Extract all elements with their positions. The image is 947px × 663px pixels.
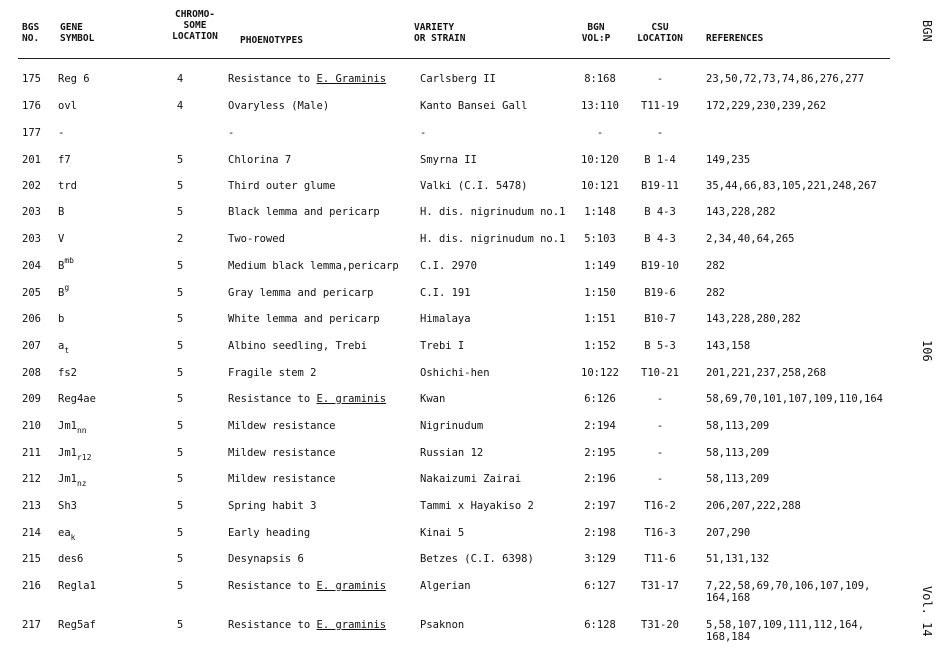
bgn-volume-page: 1:150 — [584, 287, 616, 299]
phenotype-text: Chlorina 7 — [228, 154, 292, 166]
references — [706, 580, 870, 604]
phenotype — [228, 367, 317, 379]
phenotype — [228, 340, 367, 352]
bgn-volume-page: 8:168 — [584, 73, 616, 85]
variety-strain: Smyrna II — [420, 154, 477, 166]
gene-symbol-base: B — [58, 206, 65, 218]
references — [706, 287, 725, 299]
references — [706, 154, 750, 166]
gene-symbol — [58, 393, 96, 405]
header-references: REFERENCES — [706, 33, 764, 44]
variety-strain: Kanto Bansei Gall — [420, 100, 528, 112]
variety-strain: Psaknon — [420, 619, 465, 631]
gene-symbol — [58, 256, 74, 273]
gene-symbol-base: fs2 — [58, 367, 77, 379]
references-line-1: 7,22,58,69,70,106,107,109, — [706, 580, 871, 592]
bgs-number: 217 — [22, 619, 41, 631]
header-bgs-no: BGS NO. — [22, 22, 40, 44]
bgn-volume-page: 6:127 — [584, 580, 616, 592]
bgs-number: 212 — [22, 473, 41, 485]
gene-symbol — [58, 154, 71, 166]
gene-symbol — [58, 500, 77, 512]
variety-strain: Valki (C.I. 5478) — [420, 180, 528, 192]
csu-location: B 1-4 — [644, 154, 676, 166]
phenotype — [228, 619, 386, 631]
chromosome-location: 5 — [176, 154, 184, 166]
bgs-number: 203 — [22, 233, 41, 245]
csu-location: - — [656, 393, 664, 405]
csu-location: T16-2 — [644, 500, 676, 512]
variety-strain: H. dis. nigrinudum no.1 — [420, 233, 566, 245]
header-rule — [18, 58, 890, 59]
bgn-volume-page: 10:121 — [581, 180, 619, 192]
phenotype-species: E. graminis — [316, 580, 387, 592]
phenotype — [228, 260, 399, 272]
phenotype-text: Resistance to — [228, 619, 317, 631]
gene-symbol-superscript: mb — [64, 256, 74, 265]
bgs-number: 211 — [22, 447, 41, 459]
phenotype-text: Desynapsis 6 — [228, 553, 304, 565]
chromosome-location: 4 — [176, 73, 184, 85]
gene-symbol-subscript: nz — [76, 479, 87, 488]
bgs-number: 208 — [22, 367, 41, 379]
phenotype-text: Ovaryless (Male) — [228, 100, 330, 112]
bgn-volume-page: 2:197 — [584, 500, 616, 512]
bgs-number: 175 — [22, 73, 41, 85]
bgn-volume-page: 2:198 — [584, 527, 616, 539]
csu-location: - — [656, 420, 664, 432]
gene-symbol — [58, 553, 83, 565]
header-variety: VARIETY OR STRAIN — [414, 22, 466, 44]
gene-symbol-subscript: r12 — [76, 453, 92, 462]
chromosome-location: 5 — [176, 206, 184, 218]
phenotype — [228, 527, 310, 539]
chromosome-location: 5 — [176, 367, 184, 379]
csu-location: B19-11 — [641, 180, 679, 192]
phenotype-text: Medium black lemma,pericarp — [228, 260, 399, 272]
chromosome-location: 5 — [176, 313, 184, 325]
bgn-volume-page: 1:151 — [584, 313, 616, 325]
chromosome-location: 5 — [176, 553, 184, 565]
references — [706, 340, 750, 352]
references — [706, 206, 776, 218]
gene-symbol-base: V — [58, 233, 65, 245]
references-line-1: 23,50,72,73,74,86,276,277 — [706, 73, 865, 85]
variety-strain: Himalaya — [420, 313, 471, 325]
bgs-number: 176 — [22, 100, 41, 112]
phenotype-text: Resistance to — [228, 580, 317, 592]
gene-symbol — [58, 233, 64, 245]
references — [706, 73, 864, 85]
phenotype-text: Mildew resistance — [228, 447, 336, 459]
references-line-1: 149,235 — [706, 154, 751, 166]
bgn-volume-page: 3:129 — [584, 553, 616, 565]
phenotype-species: E. Graminis — [316, 73, 387, 85]
gene-symbol-base: Jm1 — [58, 447, 77, 459]
gene-symbol-base: Regla1 — [58, 580, 96, 592]
chromosome-location: 5 — [176, 619, 184, 631]
bgn-volume-page: 6:126 — [584, 393, 616, 405]
gene-symbol-subscript: k — [70, 533, 76, 542]
phenotype-text: Early heading — [228, 527, 311, 539]
header-bgn-volp: BGN VOL:P — [581, 22, 611, 44]
references — [706, 420, 769, 432]
gene-symbol-base: - — [58, 127, 65, 139]
variety-strain: H. dis. nigrinudum no.1 — [420, 206, 566, 218]
bgn-volume-page: 1:148 — [584, 206, 616, 218]
chromosome-location: 5 — [176, 500, 184, 512]
bgn-volume-page: 10:122 — [581, 367, 619, 379]
bgn-volume-page: 1:152 — [584, 340, 616, 352]
gene-symbol-base: trd — [58, 180, 77, 192]
phenotype-text: Resistance to — [228, 73, 317, 85]
gene-symbol — [58, 283, 70, 300]
csu-location: T11-19 — [641, 100, 679, 112]
references-line-1: 143,228,282 — [706, 206, 776, 218]
bgs-number: 216 — [22, 580, 41, 592]
variety-strain: Kwan — [420, 393, 446, 405]
phenotype — [228, 313, 380, 325]
phenotype-text: Spring habit 3 — [228, 500, 317, 512]
references-line-1: 58,113,209 — [706, 420, 770, 432]
gene-symbol-base: ovl — [58, 100, 77, 112]
gene-symbol-base: ea — [58, 527, 71, 539]
references-line-1: 143,158 — [706, 340, 751, 352]
phenotype-text: Mildew resistance — [228, 420, 336, 432]
phenotype — [228, 500, 317, 512]
header-csu-location: CSU LOCATION — [637, 22, 683, 44]
bgs-number: 203 — [22, 206, 41, 218]
gene-symbol — [58, 619, 96, 631]
gene-symbol-subscript: nn — [76, 426, 87, 435]
references — [706, 473, 769, 485]
phenotype — [228, 154, 291, 166]
phenotype-text: Gray lemma and pericarp — [228, 287, 374, 299]
references-line-1: 143,228,280,282 — [706, 313, 801, 325]
references — [706, 233, 795, 245]
variety-strain: C.I. 2970 — [420, 260, 477, 272]
csu-location: B 5-3 — [644, 340, 676, 352]
references-line-1: 5,58,107,109,111,112,164, — [706, 619, 865, 631]
phenotype-text: Resistance to — [228, 393, 317, 405]
gene-symbol — [58, 127, 64, 139]
phenotype — [228, 233, 285, 245]
gene-symbol-base: B — [58, 287, 65, 299]
variety-strain: Oshichi-hen — [420, 367, 490, 379]
references-line-1: 282 — [706, 260, 725, 272]
gene-symbol — [58, 100, 77, 112]
bgs-number: 210 — [22, 420, 41, 432]
phenotype — [228, 287, 373, 299]
variety-strain: Algerian — [420, 580, 471, 592]
gene-symbol-base: Jm1 — [58, 420, 77, 432]
header-chromosome-location: CHROMO- SOME LOCATION — [172, 9, 218, 42]
references — [706, 447, 769, 459]
phenotype — [228, 127, 234, 139]
gene-symbol — [58, 206, 64, 218]
csu-location: - — [656, 447, 664, 459]
side-journal-label: BGN — [920, 20, 934, 42]
gene-symbol-base: Sh3 — [58, 500, 77, 512]
gene-symbol-base: des6 — [58, 553, 84, 565]
chromosome-location: 2 — [176, 233, 184, 245]
gene-symbol — [58, 340, 69, 353]
csu-location: B 4-3 — [644, 206, 676, 218]
gene-symbol-superscript: g — [64, 283, 70, 292]
bgn-volume-page: 2:196 — [584, 473, 616, 485]
variety-strain: Russian 12 — [420, 447, 484, 459]
csu-location: T10-21 — [641, 367, 679, 379]
chromosome-location: 5 — [176, 180, 184, 192]
references — [706, 180, 877, 192]
variety-strain: Carlsberg II — [420, 73, 496, 85]
side-page-number: 106 — [920, 340, 934, 362]
phenotype — [228, 393, 386, 405]
csu-location: - — [656, 73, 664, 85]
chromosome-location: 5 — [176, 260, 184, 272]
phenotype-text: Two-rowed — [228, 233, 285, 245]
gene-symbol-subscript: t — [64, 346, 70, 355]
references-line-1: 58,113,209 — [706, 473, 770, 485]
bgn-volume-page: 6:128 — [584, 619, 616, 631]
references — [706, 313, 801, 325]
variety-strain: Nakaizumi Zairai — [420, 473, 522, 485]
phenotype-text: White lemma and pericarp — [228, 313, 380, 325]
references-line-1: 58,69,70,101,107,109,110,164 — [706, 393, 884, 405]
chromosome-location: 5 — [176, 447, 184, 459]
references-line-1: 58,113,209 — [706, 447, 770, 459]
chromosome-location: 5 — [176, 393, 184, 405]
bgs-number: 205 — [22, 287, 41, 299]
phenotype-text: Third outer glume — [228, 180, 336, 192]
gene-symbol-base: b — [58, 313, 65, 325]
header-phenotypes: PHOENOTYPES — [240, 35, 303, 46]
phenotype-text: Mildew resistance — [228, 473, 336, 485]
csu-location: - — [656, 127, 664, 139]
gene-symbol-base: Reg4ae — [58, 393, 96, 405]
csu-location: B 4-3 — [644, 233, 676, 245]
references — [706, 527, 750, 539]
references — [706, 260, 725, 272]
gene-symbol — [58, 313, 64, 325]
chromosome-location: 4 — [176, 100, 184, 112]
csu-location: B19-10 — [641, 260, 679, 272]
gene-symbol-base: B — [58, 260, 65, 272]
variety-strain: Nigrinudum — [420, 420, 484, 432]
bgs-number: 214 — [22, 527, 41, 539]
phenotype-text: Fragile stem 2 — [228, 367, 317, 379]
bgs-number: 206 — [22, 313, 41, 325]
bgs-number: 207 — [22, 340, 41, 352]
phenotype-species: E. graminis — [316, 393, 387, 405]
variety-strain: Betzes (C.I. 6398) — [420, 553, 534, 565]
references-line-1: 207,290 — [706, 527, 751, 539]
phenotype — [228, 73, 386, 85]
chromosome-location: 5 — [176, 580, 184, 592]
chromosome-location: 5 — [176, 473, 184, 485]
phenotype — [228, 206, 380, 218]
bgs-number: 202 — [22, 180, 41, 192]
side-volume-label: Vol. 14 — [920, 586, 934, 637]
gene-symbol — [58, 447, 91, 460]
csu-location: B19-6 — [644, 287, 676, 299]
variety-strain: Kinai 5 — [420, 527, 465, 539]
references-line-1: 2,34,40,64,265 — [706, 233, 795, 245]
references-line-1: 51,131,132 — [706, 553, 770, 565]
csu-location: T16-3 — [644, 527, 676, 539]
references-line-1: 282 — [706, 287, 725, 299]
phenotype — [228, 473, 335, 485]
phenotype — [228, 180, 335, 192]
gene-symbol — [58, 527, 75, 540]
references-line-2: 168,184 — [706, 631, 751, 643]
gene-symbol-base: f7 — [58, 154, 71, 166]
header-gene-symbol: GENE SYMBOL — [60, 22, 95, 44]
bgs-number: 204 — [22, 260, 41, 272]
references — [706, 393, 883, 405]
csu-location: T31-17 — [641, 580, 679, 592]
gene-symbol-base: Jm1 — [58, 473, 77, 485]
csu-location: T31-20 — [641, 619, 679, 631]
gene-symbol — [58, 73, 90, 85]
bgs-number: 213 — [22, 500, 41, 512]
phenotype-text: Black lemma and pericarp — [228, 206, 380, 218]
bgn-volume-page: 2:195 — [584, 447, 616, 459]
csu-location: - — [656, 473, 664, 485]
bgn-volume-page: - — [596, 127, 604, 139]
phenotype — [228, 100, 329, 112]
phenotype — [228, 447, 335, 459]
bgn-volume-page: 2:194 — [584, 420, 616, 432]
gene-symbol — [58, 580, 96, 592]
phenotype — [228, 420, 335, 432]
references-line-1: 201,221,237,258,268 — [706, 367, 827, 379]
variety-strain: C.I. 191 — [420, 287, 471, 299]
bgn-volume-page: 1:149 — [584, 260, 616, 272]
gene-symbol-base: a — [58, 340, 65, 352]
csu-location: T11-6 — [644, 553, 676, 565]
phenotype — [228, 553, 304, 565]
gene-symbol — [58, 473, 87, 486]
phenotype-text: Albino seedling, Trebi — [228, 340, 368, 352]
references-line-1: 172,229,230,239,262 — [706, 100, 827, 112]
bgs-number: 177 — [22, 127, 41, 139]
bgs-number: 209 — [22, 393, 41, 405]
bgs-number: 201 — [22, 154, 41, 166]
csu-location: B10-7 — [644, 313, 676, 325]
bgs-number: 215 — [22, 553, 41, 565]
references — [706, 500, 801, 512]
variety-strain: Trebi I — [420, 340, 465, 352]
chromosome-location: 5 — [176, 420, 184, 432]
gene-symbol — [58, 420, 87, 433]
variety-strain: - — [420, 127, 427, 139]
bgn-volume-page: 13:110 — [581, 100, 619, 112]
gene-symbol — [58, 180, 77, 192]
bgn-volume-page: 10:120 — [581, 154, 619, 166]
gene-symbol-base: Reg5af — [58, 619, 96, 631]
phenotype-text: - — [228, 127, 235, 139]
references-line-2: 164,168 — [706, 592, 751, 604]
phenotype-species: E. graminis — [316, 619, 387, 631]
references — [706, 100, 826, 112]
chromosome-location: 5 — [176, 527, 184, 539]
references — [706, 367, 826, 379]
gene-symbol-base: Reg 6 — [58, 73, 90, 85]
references — [706, 619, 864, 643]
bgn-volume-page: 5:103 — [584, 233, 616, 245]
references-line-1: 206,207,222,288 — [706, 500, 801, 512]
phenotype — [228, 580, 386, 592]
gene-symbol — [58, 367, 77, 379]
references-line-1: 35,44,66,83,105,221,248,267 — [706, 180, 877, 192]
references — [706, 553, 769, 565]
variety-strain: Tammi x Hayakiso 2 — [420, 500, 534, 512]
chromosome-location: 5 — [176, 340, 184, 352]
chromosome-location: 5 — [176, 287, 184, 299]
